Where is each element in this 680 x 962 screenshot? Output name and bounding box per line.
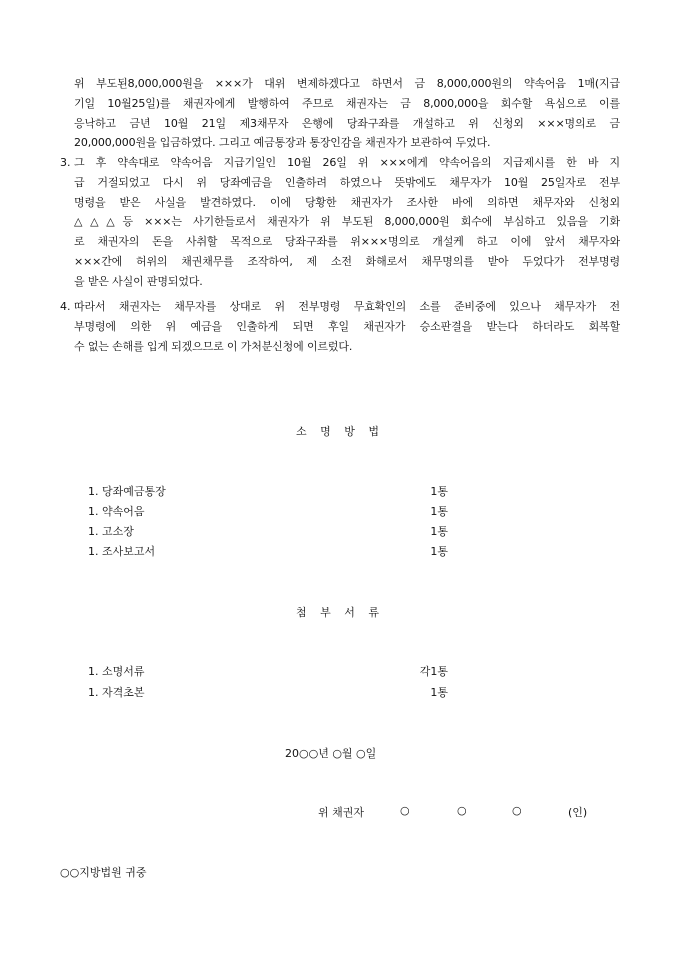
intro-line: 위 부도된8,000,000원을 ×××가 대위 변제하겠다고 하면서 금 8,000,000원의 약속어음 1매(지급 [74, 77, 620, 90]
paragraph-3-line: 그 후 약속대로 약속어음 지급기일인 10월 26일 위 ×××에게 약속어음의 지급제시를 한 바 지 [74, 156, 620, 169]
attachment-item-label: 1. 소명서류 [88, 665, 145, 678]
signature-name-placeholder: ○ [512, 804, 522, 817]
intro-line: 응낙하고 금년 10월 21일 제3채무자 은행에 당좌구좌를 개설하고 위 신청외 ×××명의로 금 [74, 116, 620, 130]
date-line: 20○○년 ○월 ○일 [285, 747, 377, 760]
court-addressee: ○○지방법원 귀중 [60, 866, 147, 879]
evidence-section-title: 소 명 방 법 [296, 425, 384, 438]
intro-paragraph [74, 74, 620, 153]
evidence-item-qty: 1통 [430, 485, 448, 498]
paragraph-3-number: 3. [60, 156, 71, 169]
evidence-item-label: 1. 고소장 [88, 525, 134, 538]
signature-seal: (인) [568, 806, 588, 819]
paragraph-3-line: 로 채권자의 돈을 사취할 목적으로 당좌구좌를 위×××명의로 개설케 하고 이에 앞서 채무자와 [74, 235, 620, 249]
evidence-item-label: 1. 당좌예금통장 [88, 485, 166, 498]
evidence-item-label: 1. 약속어음 [88, 505, 145, 518]
paragraph-3 [74, 153, 620, 292]
evidence-item-qty: 1통 [430, 505, 448, 518]
attachments-section-title: 첨 부 서 류 [296, 606, 384, 619]
paragraph-4 [74, 297, 620, 356]
intro-line: 기일 10월25일)를 채권자에게 발행하여 주므로 채권자는 금 8,000,000을 회수할 욕심으로 이를 [74, 96, 620, 110]
paragraph-3-line: 을 받은 사실이 판명되었다. [74, 274, 203, 288]
evidence-item-qty: 1통 [430, 525, 448, 538]
paragraph-3-line: △△△등 ×××는 사기한들로서 채권자가 위 부도된 8,000,000원 회수에 부심하고 있음을 기화 [74, 215, 620, 229]
paragraph-3-line: ×××간에 허위의 채권채무를 조작하여, 제 소전 화해로서 채무명의를 받아 두었다가 전부명령 [74, 254, 620, 268]
paragraph-4-line: 수 없는 손해를 입게 되겠으므로 이 가처분신청에 이르렀다. [74, 339, 353, 353]
paragraph-4-line: 따라서 채권자는 채무자를 상대로 위 전부명령 무효확인의 소를 준비중에 있으나 채무자가 전 [74, 300, 620, 313]
attachment-item-label: 1. 자격초본 [88, 686, 145, 699]
paragraph-3-line: 명령을 받은 사실을 발견하였다. 이에 당황한 채권자가 조사한 바에 의하면 채무자와 신청외 [74, 195, 620, 209]
evidence-item-qty: 1통 [430, 545, 448, 558]
intro-line: 20,000,000원을 입금하였다. 그리고 예금통장과 통장인감을 채권자가 보관하여 두었다. [74, 136, 491, 150]
paragraph-4-number: 4. [60, 300, 71, 313]
attachment-item-qty: 각1통 [419, 665, 448, 678]
signature-name-placeholder: ○ [400, 804, 410, 817]
signature-name-placeholder: ○ [457, 804, 467, 817]
signature-label: 위 채권자 [318, 806, 365, 819]
paragraph-4-line: 부명령에 의한 위 예금을 인출하게 되면 후일 채권자가 승소판결을 받는다 하더라도 회복할 [74, 319, 620, 333]
attachment-item-qty: 1통 [430, 686, 448, 699]
paragraph-3-line: 급 거절되었고 다시 위 당좌예금을 인출하려 하였으나 뜻밖에도 채무자가 10월 25일자로 전부 [74, 175, 620, 189]
evidence-item-label: 1. 조사보고서 [88, 545, 156, 558]
